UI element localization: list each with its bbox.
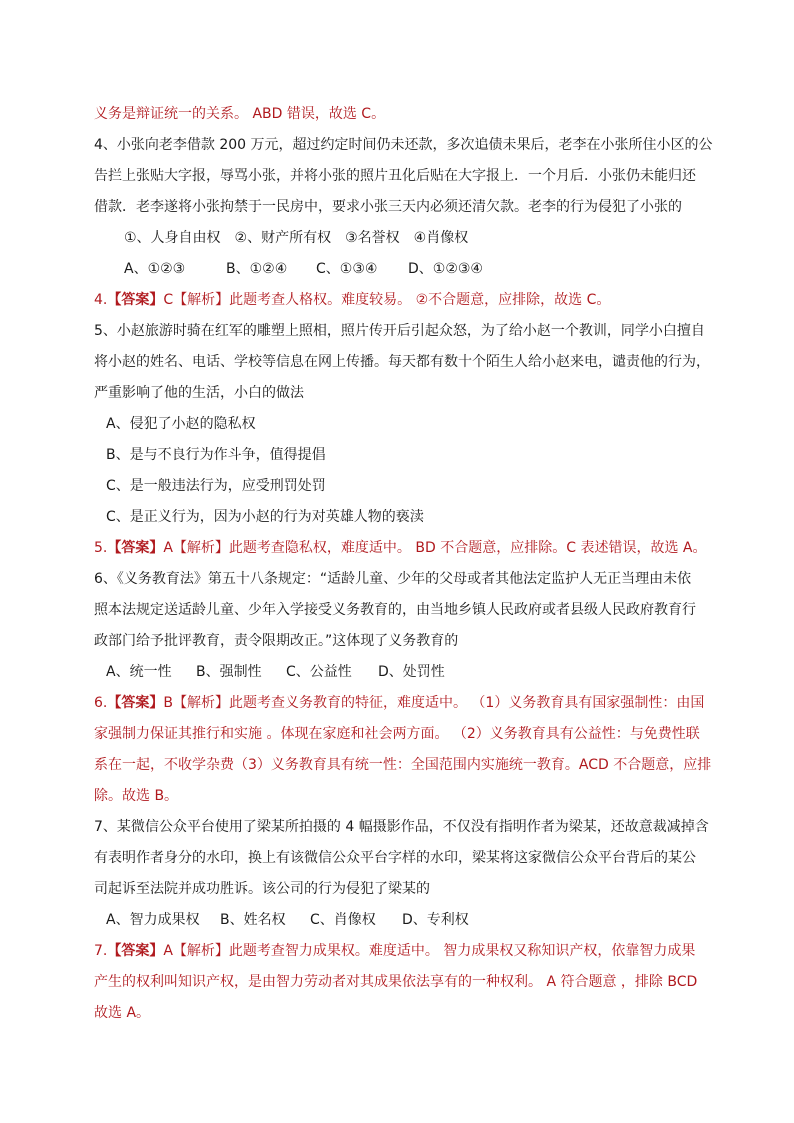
question-7-text: 7、某微信公众平台使用了梁某所拍摄的 4 幅摄影作品，不仅没有指明作者为梁某，还故意裁减掉含: [94, 819, 709, 835]
answer-tag: 【答案】: [107, 292, 164, 308]
answer-explanation: A【解析】此题考查智力成果权。难度适中。 智力成果权又称知识产权，依靠智力成果: [163, 943, 696, 959]
question-6-text: 政部门给予批评教育，责令限期改正。”这体现了义务教育的: [94, 633, 459, 649]
answer-tag: 【答案】: [107, 540, 164, 556]
option-b: B、①②④: [226, 261, 288, 277]
answer-number: 7.: [94, 943, 108, 959]
answer-number: 4.: [94, 292, 108, 308]
question-4-text: 4、小张向老李借款 200 万元，超过约定时间仍未还款，多次追债未果后，老李在小张所住小区的公: [94, 137, 713, 153]
question-5-option-c: C、是一般违法行为，应受刑罚处罚: [106, 478, 326, 494]
option-a: A、智力成果权: [106, 912, 200, 928]
answer-6-text: 除。故选 B。: [94, 788, 179, 804]
answer-6: [94, 694, 714, 712]
answer-number: 5.: [94, 540, 108, 556]
answer-explanation: C【解析】此题考查人格权。难度较易。 ②不合题意，应排除，故选 C。: [163, 292, 611, 308]
answer-5: [94, 539, 714, 557]
question-6-options: [106, 663, 726, 681]
answer-tag: 【答案】: [107, 695, 164, 711]
question-7-text: 有表明作者身分的水印，换上有该微信公众平台字样的水印，梁某将这家微信公众平台背后的某公: [94, 850, 696, 866]
option-a: A、①②③: [124, 261, 186, 277]
answer-explanation: B【解析】此题考查义务教育的特征，难度适中。 （1）义务教育具有国家强制性：由国: [163, 695, 705, 711]
question-6-text: 6、《义务教育法》第五十八条规定：“适龄儿童、少年的父母或者其他法定监护人无正当理由未依: [94, 571, 692, 587]
option-d: D、专利权: [402, 912, 469, 928]
answer-6-text: 家强制力保证其推行和实施 。体现在家庭和社会两方面。 （2）义务教育具有公益性：与免费性联: [94, 726, 700, 742]
answer-text-line: 义务是辩证统一的关系。 ABD 错误，故选 C。: [94, 106, 386, 122]
answer-7: [94, 942, 714, 960]
answer-tag: 【答案】: [107, 943, 164, 959]
question-5-option-b: B、是与不良行为作斗争，值得提倡: [106, 447, 326, 463]
answer-7-text: 故选 A。: [94, 1005, 151, 1021]
option-c: C、公益性: [286, 664, 352, 680]
question-5-option-d: C、是正义行为，因为小赵的行为对英雄人物的亵渎: [106, 509, 424, 525]
option-a: A、统一性: [106, 664, 172, 680]
question-4-items: ①、人身自由权 ②、财产所有权 ③名誉权 ④肖像权: [124, 230, 469, 246]
question-5-text: 将小赵的姓名、电话、学校等信息在网上传播。每天都有数十个陌生人给小赵来电，谴责他的行为，: [94, 354, 710, 370]
question-7-text: 司起诉至法院并成功胜诉。该公司的行为侵犯了梁某的: [94, 881, 430, 897]
answer-explanation: A【解析】此题考查隐私权，难度适中。 BD 不合题意，应排除。C 表述错误，故选 A。: [163, 540, 707, 556]
option-d: D、①②③④: [408, 261, 483, 277]
option-b: B、姓名权: [220, 912, 286, 928]
answer-7-text: 产生的权利叫知识产权，是由智力劳动者对其成果依法享有的一种权利。 A 符合题意 ，排除 BCD: [94, 974, 698, 990]
question-4-text: 借款．老李遂将小张拘禁于一民房中，要求小张三天内必须还清欠款。老李的行为侵犯了小张的: [94, 199, 682, 215]
answer-6-text: 系在一起，不收学杂费（3）义务教育具有统一性：全国范围内实施统一教育。ACD 不合题意，应排: [94, 757, 712, 773]
option-c: C、①③④: [316, 261, 378, 277]
answer-4: [94, 291, 714, 309]
question-5-text: 严重影响了他的生活，小白的做法: [94, 385, 304, 401]
question-4-text: 告拦上张贴大字报，辱骂小张，并将小张的照片丑化后贴在大字报上．一个月后．小张仍未能归还: [94, 168, 696, 184]
option-d: D、处罚性: [378, 664, 445, 680]
question-6-text: 照本法规定送适龄儿童、少年入学接受义务教育的，由当地乡镇人民政府或者县级人民政府教育行: [94, 602, 696, 618]
question-4-options: [124, 260, 744, 278]
answer-number: 6.: [94, 695, 108, 711]
question-5-text: 5、小赵旅游时骑在红军的雕塑上照相，照片传开后引起众怒，为了给小赵一个教训，同学小白擅自: [94, 323, 705, 339]
question-5-option-a: A、侵犯了小赵的隐私权: [106, 416, 256, 432]
option-c: C、肖像权: [310, 912, 376, 928]
question-7-options: [106, 911, 726, 929]
option-b: B、强制性: [196, 664, 262, 680]
